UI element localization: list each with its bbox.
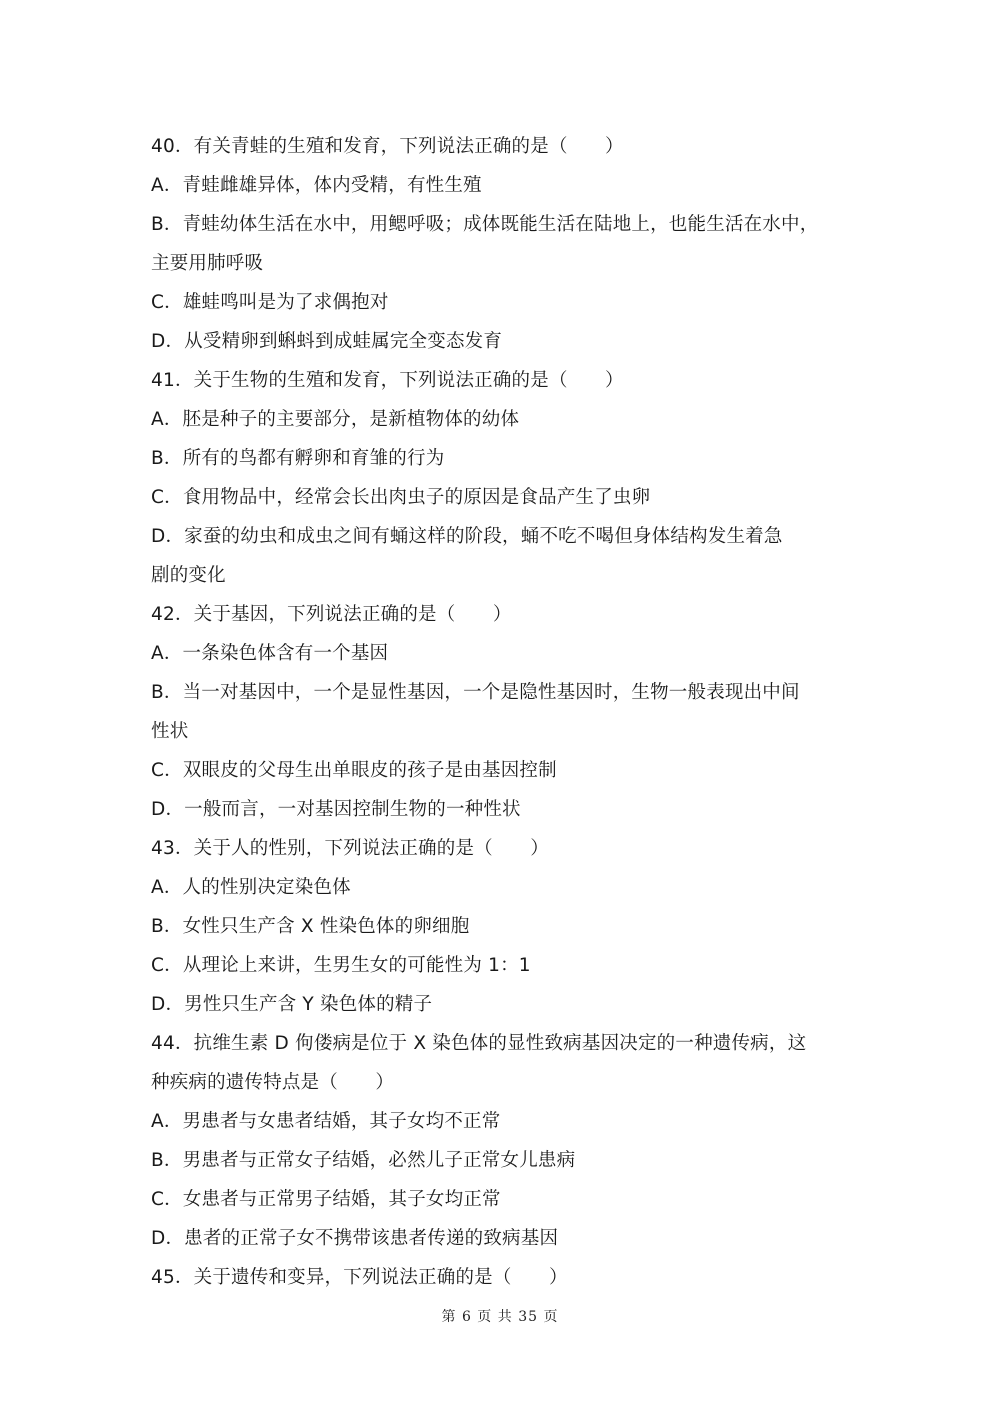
answer-option: D．男性只生产含 Y 染色体的精子 [151,994,433,1015]
question-stem: 45．关于遗传和变异，下列说法正确的是（ ） [151,1267,568,1288]
answer-option: B．女性只生产含 X 性染色体的卵细胞 [151,916,470,937]
answer-option: C．双眼皮的父母生出单眼皮的孩子是由基因控制 [151,760,557,781]
question-block [151,127,863,361]
question-block [151,1258,863,1297]
page-footer: 第 6 页 共 35 页 [441,1309,559,1325]
answer-option: A．男患者与女患者结婚，其子女均不正常 [151,1111,501,1132]
answer-option: B．所有的鸟都有孵卵和育雏的行为 [151,448,445,469]
answer-option: A．一条染色体含有一个基因 [151,643,389,664]
question-list [151,127,863,1297]
answer-option: D．一般而言，一对基因控制生物的一种性状 [151,799,521,820]
answer-option: C．食用物品中，经常会长出肉虫子的原因是食品产生了虫卵 [151,487,651,508]
answer-option: C．雄蛙鸣叫是为了求偶抱对 [151,292,389,313]
answer-option: D．家蚕的幼虫和成虫之间有蛹这样的阶段，蛹不吃不喝但身体结构发生着急 [151,526,783,547]
answer-option: C．从理论上来讲，生男生女的可能性为 1：1 [151,955,531,976]
answer-option: A．胚是种子的主要部分，是新植物体的幼体 [151,409,520,430]
answer-option: A．人的性别决定染色体 [151,877,351,898]
answer-option: C．女患者与正常男子结婚，其子女均正常 [151,1189,501,1210]
question-stem: 42．关于基因，下列说法正确的是（ ） [151,604,512,625]
question-stem: 41．关于生物的生殖和发育，下列说法正确的是（ ） [151,370,624,391]
answer-option: A．青蛙雌雄异体，体内受精，有性生殖 [151,175,482,196]
question-stem: 43．关于人的性别，下列说法正确的是（ ） [151,838,549,859]
question-stem: 44．抗维生素 D 佝偻病是位于 X 染色体的显性致病基因决定的一种遗传病，这 [151,1033,807,1054]
answer-option: 主要用肺呼吸 [151,253,264,274]
answer-option: D．从受精卵到蝌蚪到成蛙属完全变态发育 [151,331,503,352]
answer-option: D．患者的正常子女不携带该患者传递的致病基因 [151,1228,559,1249]
question-stem: 种疾病的遗传特点是（ ） [151,1072,395,1093]
question-block [151,595,863,829]
answer-option: B．青蛙幼体生活在水中，用鳃呼吸；成体既能生活在陆地上，也能生活在水中， [151,214,819,235]
question-block [151,829,863,1024]
answer-option: B．男患者与正常女子结婚，必然儿子正常女儿患病 [151,1150,576,1171]
question-block [151,1024,863,1258]
answer-option: 剧的变化 [151,565,226,586]
question-block [151,361,863,595]
answer-option: B．当一对基因中，一个是显性基因，一个是隐性基因时，生物一般表现出中间 [151,682,800,703]
question-stem: 40．有关青蛙的生殖和发育，下列说法正确的是（ ） [151,136,624,157]
answer-option: 性状 [151,721,189,742]
